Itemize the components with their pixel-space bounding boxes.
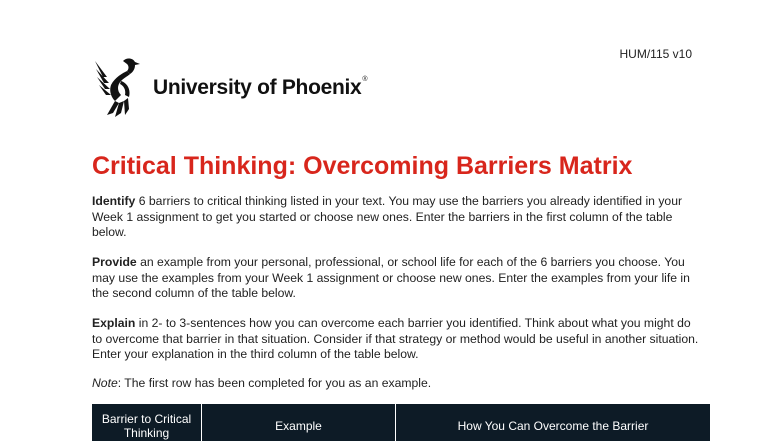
instruction-text: an example from your personal, professional, or school life for each of the 6 barriers you choose. You may use the examples from your Week 1 assignment or choose new ones. Enter the examples from your life in the second column of the table below. [92,255,690,301]
note-lead: Note [92,376,118,390]
instruction-lead: Provide [92,255,137,269]
university-logo [93,55,367,117]
instruction-explain [92,316,702,363]
phoenix-bird-icon [93,55,149,117]
header-example: Example [202,404,396,441]
instruction-text: 6 barriers to critical thinking listed in your text. You may use the barriers you already identified in your Week 1 assignment to get you started or choose new ones. Enter the barriers in the first column of the table below. [92,194,683,240]
note [92,376,702,392]
page-title: Critical Thinking: Overcoming Barriers Matrix [92,152,633,180]
matrix-table-header [92,404,710,441]
instruction-lead: Identify [92,194,136,208]
header-overcome: How You Can Overcome the Barrier [457,418,649,433]
note-text: : The first row has been completed for you as an example. [117,376,432,390]
course-code: HUM/115 v10 [619,47,692,61]
logo-text: University of Phoenix® [153,76,368,99]
instruction-provide [92,255,702,302]
header-barrier: Barrier to Critical Thinking [92,404,202,441]
instruction-identify [92,194,702,241]
instruction-lead: Explain [92,316,136,330]
instruction-text: in 2- to 3-sentences how you can overcome each barrier you identified. Think about what you might do to overcome that barrier in that situation. Consider if that strategy or method would be useful in another situation. Enter your explanation in the third column of the table below. [92,316,699,362]
